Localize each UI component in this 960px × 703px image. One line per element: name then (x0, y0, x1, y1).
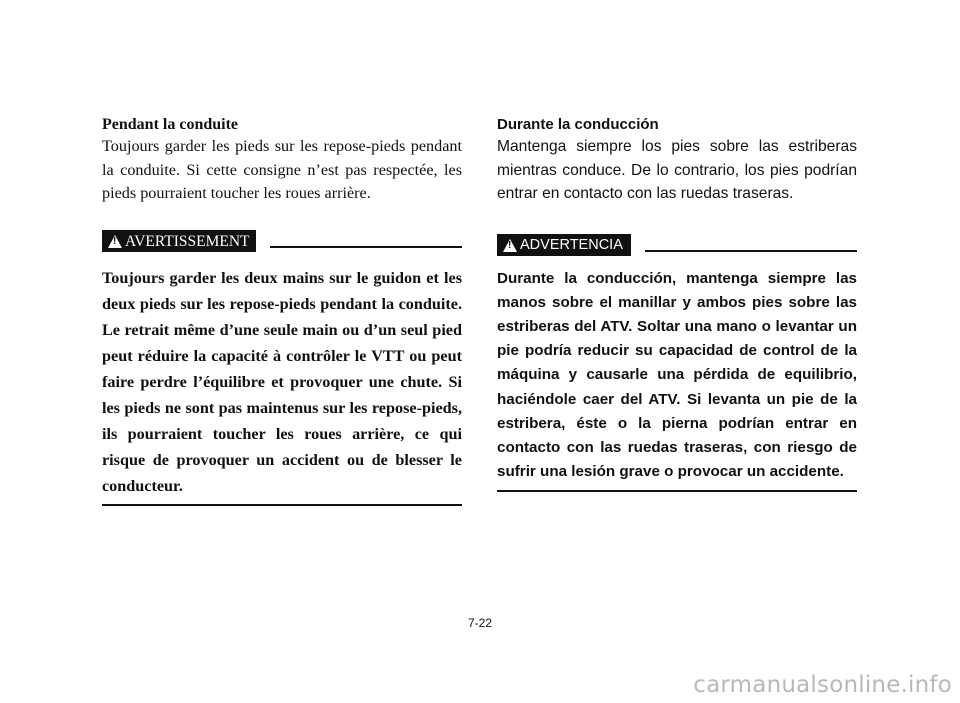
warning-end-rule-fr (102, 504, 462, 506)
warning-label-fr: AVERTISSEMENT (125, 232, 250, 250)
warning-rule-es (645, 250, 857, 252)
paragraph-fr: Toujours garder les pieds sur les repose-pieds pendant la conduite. Si cette consigne n’est pas respectée, les pieds pourraient toucher les roues arrière. (102, 137, 462, 202)
warning-header-fr (102, 229, 462, 253)
warning-text-fr: Toujours garder les deux mains sur le guidon et les deux pieds sur les repose-pieds pendant la conduite. Le retrait même d’une seule main ou d’un seul pied peut réduire la capacité à contrôler le VTT ou peut faire perdre l’équilibre et provoquer une chute. Si les pieds ne sont pas maintenus sur les repose-pieds, ils pourraient toucher les roues arrière, ce qui risque de provoquer un accident ou de blesser le conducteur. (102, 268, 462, 495)
warning-rule-fr (270, 246, 462, 248)
section-heading-es: Durante la conducción (497, 116, 659, 133)
warning-triangle-icon (503, 239, 517, 252)
warning-badge-fr (102, 230, 256, 252)
page-number: 7-22 (467, 616, 493, 630)
paragraph-es: Mantenga siempre los pies sobre las estriberas mientras conduce. De lo contrario, los pies podrían entrar en contacto con las ruedas traseras. (497, 138, 857, 202)
watermark: carmanualsonline.info (693, 672, 952, 698)
warning-label-es: ADVERTENCIA (520, 236, 623, 253)
warning-triangle-icon (108, 235, 122, 248)
warning-badge-es (497, 234, 631, 256)
warning-text-es: Durante la conducción, mantenga siempre las manos sobre el manillar y ambos pies sobre las estriberas del ATV. Soltar una mano o levantar un pie podría reducir su capacidad de control de la máquina y causarle una pérdida de equilibrio, haciéndole caer del ATV. Si levanta un pie de la estribera, éste o la pierna podrían entrar en contacto con las ruedas traseras, con riesgo de sufrir una lesión grave o provocar un accidente. (497, 269, 857, 481)
french-column (102, 115, 462, 506)
warning-end-rule-es (497, 490, 857, 492)
section-heading-fr: Pendant la conduite (102, 116, 239, 133)
spanish-column (497, 115, 857, 492)
warning-header-es (497, 233, 857, 257)
